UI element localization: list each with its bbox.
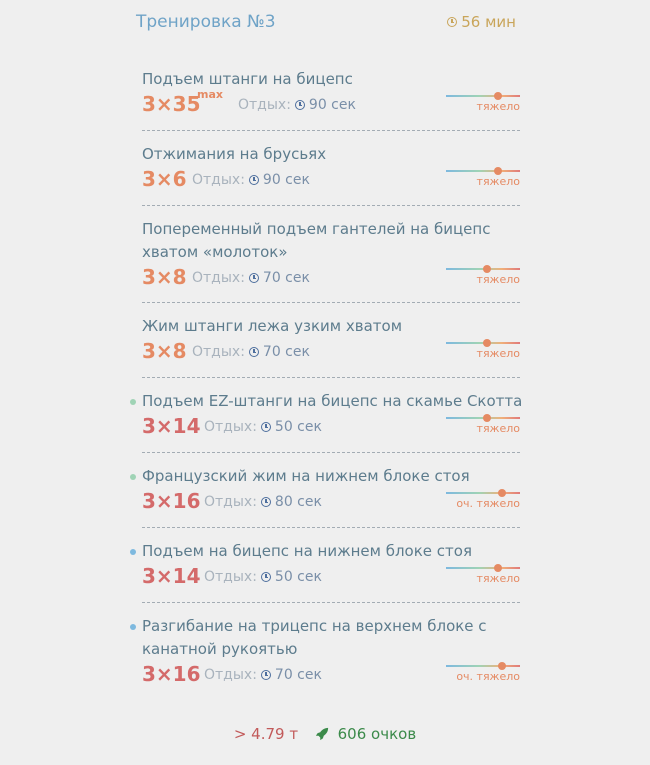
exercise-sets: 3×8 [142,339,187,363]
rest-value: 90 сек [262,172,310,188]
exercise-item[interactable] [142,465,520,516]
difficulty-marker [494,564,502,572]
difficulty-marker [483,339,491,347]
difficulty-marker [498,489,506,497]
difficulty-label: тяжело [476,175,520,188]
exercise-item[interactable] [142,615,520,689]
exercise-name-line2: хватом «молоток» [142,243,288,261]
exercise-name: Французский жим на нижнем блоке стоя [142,467,470,485]
rest-label: Отдых: [238,97,291,113]
difficulty-label: тяжело [476,572,520,585]
superset-bullet [130,549,136,555]
exercise-rest [204,494,322,510]
rest-label: Отдых: [204,419,257,435]
workout-title: Тренировка №3 [136,12,276,32]
exercise-item[interactable] [142,68,520,119]
exercise-name: Попеременный подъем гантелей на бицепс [142,220,491,238]
exercise-name: Жим штанги лежа узким хватом [142,317,403,335]
difficulty-label: оч. тяжело [456,497,520,510]
rocket-icon [315,727,329,741]
difficulty-indicator [446,89,520,117]
superset-bullet [130,474,136,480]
exercise-rest [204,667,322,683]
clock-icon [261,670,271,680]
difficulty-bar [446,492,520,494]
rest-value: 50 сек [274,569,322,585]
exercise-item[interactable] [142,390,523,441]
max-tag: max [197,88,223,101]
exercise-rest [204,419,322,435]
rest-label: Отдых: [204,494,257,510]
difficulty-label: тяжело [476,422,520,435]
difficulty-label: тяжело [476,100,520,113]
exercise-item[interactable] [142,315,520,366]
exercise-sets: 3×16 [142,489,201,513]
difficulty-marker [494,167,502,175]
divider [142,302,520,303]
difficulty-indicator [446,411,520,439]
difficulty-marker [483,265,491,273]
exercise-sets: 3×6 [142,167,187,191]
difficulty-marker [494,92,502,100]
points-total [315,725,416,743]
rest-label: Отдых: [192,270,245,286]
exercise-name: Подъем штанги на бицепс [142,70,353,88]
difficulty-indicator [446,262,520,290]
difficulty-bar [446,170,520,172]
difficulty-indicator [446,561,520,589]
total-weight: > 4.79 т [233,725,299,743]
rest-value: 50 сек [274,419,322,435]
exercise-sets: 3×14 [142,564,201,588]
difficulty-bar [446,567,520,569]
exercise-item[interactable] [142,540,520,591]
clock-icon [249,347,259,357]
duration-value: 56 мин [461,13,516,31]
exercise-rest [204,569,322,585]
exercise-sets: 3×8 [142,265,187,289]
difficulty-bar [446,95,520,97]
difficulty-marker [498,662,506,670]
divider [142,377,520,378]
difficulty-label: тяжело [476,273,520,286]
difficulty-indicator [446,336,520,364]
rest-label: Отдых: [204,667,257,683]
clock-icon [261,572,271,582]
rest-label: Отдых: [204,569,257,585]
superset-bullet [130,624,136,630]
exercise-name: Отжимания на брусьях [142,145,327,163]
clock-icon [447,17,457,27]
exercise-rest [192,172,310,188]
clock-icon [249,175,259,185]
exercise-name-line2: канатной рукоятью [142,640,298,658]
difficulty-indicator [440,486,520,514]
workout-header [136,12,516,34]
divider [142,527,520,528]
exercise-sets: 3×16 [142,662,201,686]
exercise-rest [192,270,310,286]
clock-icon [261,497,271,507]
clock-icon [261,422,271,432]
rest-value: 70 сек [274,667,322,683]
exercise-name: Подъем на бицепс на нижнем блоке стоя [142,542,472,560]
exercise-item[interactable] [142,218,520,292]
rest-value: 80 сек [274,494,322,510]
divider [142,205,520,206]
difficulty-label: тяжело [476,347,520,360]
rest-label: Отдых: [192,172,245,188]
divider [142,602,520,603]
exercise-sets: 3×35 [142,92,201,116]
points-value: 606 очков [337,725,417,743]
difficulty-marker [483,414,491,422]
divider [142,452,520,453]
workout-summary [0,725,650,743]
exercise-rest [192,344,310,360]
rest-value: 90 сек [308,97,356,113]
clock-icon [249,273,259,283]
difficulty-label: оч. тяжело [456,670,520,683]
difficulty-indicator [440,659,520,687]
rest-value: 70 сек [262,270,310,286]
workout-duration [447,13,516,31]
superset-bullet [130,399,136,405]
difficulty-bar [446,665,520,667]
exercise-rest [238,97,356,113]
exercise-item[interactable] [142,143,520,194]
divider [142,130,520,131]
clock-icon [295,100,305,110]
rest-label: Отдых: [192,344,245,360]
difficulty-indicator [446,164,520,192]
exercise-name: Подъем EZ-штанги на бицепс на скамье Скотта [142,392,523,410]
rest-value: 70 сек [262,344,310,360]
exercise-name: Разгибание на трицепс на верхнем блоке с [142,617,487,635]
exercise-sets: 3×14 [142,414,201,438]
